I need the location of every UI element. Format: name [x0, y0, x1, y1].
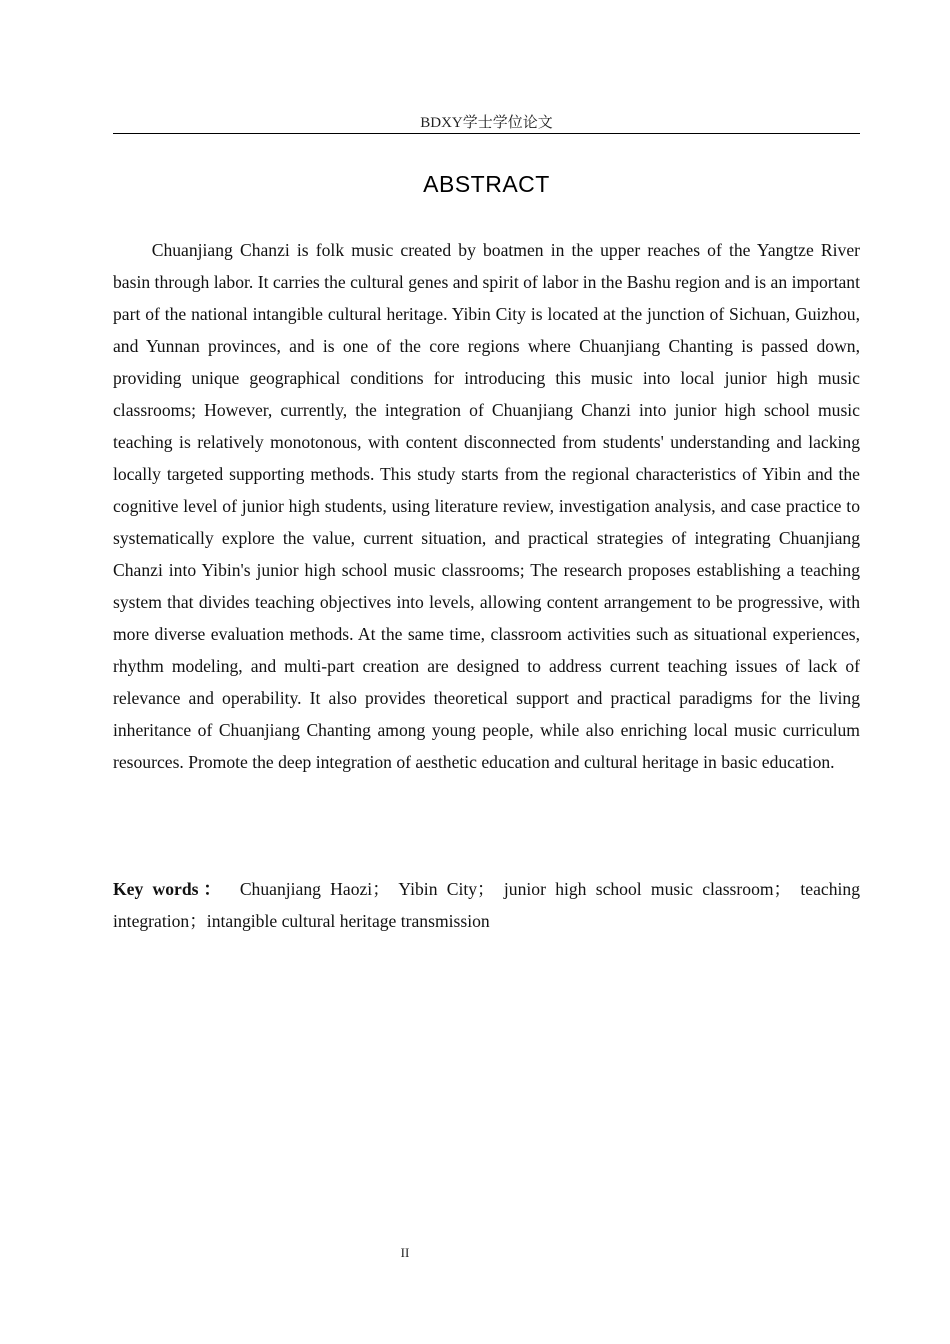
- running-header: BDXY学士学位论文: [113, 112, 860, 134]
- abstract-paragraph: Chuanjiang Chanzi is folk music created by boatmen in the upper reaches of the Yangtze River basin through labor. It carries the cultural genes and spirit of labor in the Bashu region and is an important part of the national intangible cultural heritage. Yibin City is located at the junction of Sichuan, Guizhou, and Yunnan provinces, and is one of the core regions where Chuanjiang Chanting is passed down, providing unique geographical conditions for introducing this music into local junior high music classrooms; However, currently, the integration of Chuanjiang Chanzi into junior high school music teaching is relatively monotonous, with content disconnected from students' understanding and lacking locally targeted supporting methods. This study starts from the regional characteristics of Yibin and the cognitive level of junior high students, using literature review, investigation analysis, and case practice to systematically explore the value, current situation, and practical strategies of integrating Chuanjiang Chanzi into Yibin's junior high school music classrooms; The research proposes establishing a teaching system that divides teaching objectives into levels, allowing content arrangement to be progressive, with more diverse evaluation methods. At the same time, classroom activities such as situational experiences, rhythm modeling, and multi-part creation are designed to address current teaching issues of lack of relevance and operability. It also provides theoretical support and practical paradigms for the living inheritance of Chuanjiang Chanting among young people, while also enriching local music curriculum resources. Promote the deep integration of aesthetic education and cultural heritage in basic education.: [113, 240, 860, 772]
- keywords-line: [113, 873, 860, 937]
- keywords-text: Chuanjiang Haozi； Yibin City； junior high school music classroom； teaching integration；intangible cultural heritage transmission: [113, 879, 860, 931]
- abstract-heading: ABSTRACT: [423, 171, 550, 197]
- keywords-label: Key words：: [113, 879, 226, 899]
- page-number: II: [400, 1245, 410, 1260]
